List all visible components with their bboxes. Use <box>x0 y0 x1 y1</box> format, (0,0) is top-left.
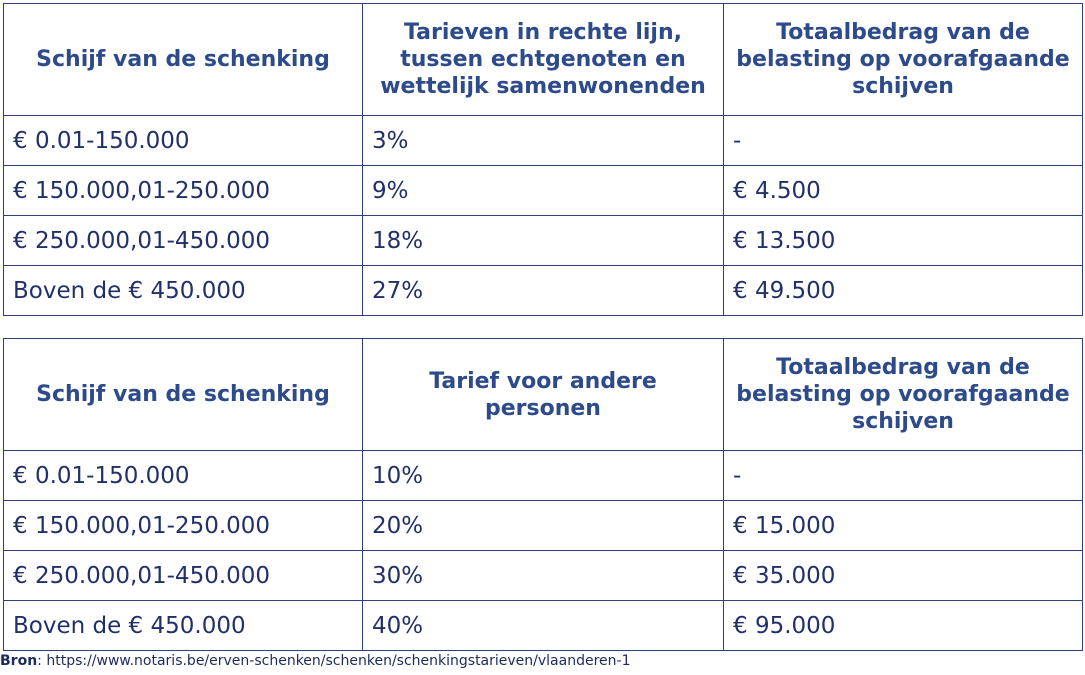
bracket-cell: € 250.000,01-450.000 <box>4 551 363 601</box>
total-cell: € 35.000 <box>724 551 1083 601</box>
source-note <box>0 653 630 669</box>
total-cell: € 95.000 <box>724 601 1083 651</box>
rate-cell: 3% <box>363 116 724 166</box>
table-row <box>4 116 1083 166</box>
table-row <box>4 266 1083 316</box>
column-header-total: Totaalbedrag van de belasting op voorafgaande schijven <box>724 339 1083 451</box>
bracket-cell: Boven de € 450.000 <box>4 601 363 651</box>
table-row <box>4 166 1083 216</box>
total-cell: - <box>724 451 1083 501</box>
source-url: : https://www.notaris.be/erven-schenken/schenken/schenkingstarieven/vlaanderen-1 <box>37 653 631 669</box>
rate-cell: 20% <box>363 501 724 551</box>
column-header-rate: Tarieven in rechte lijn, tussen echtgenoten en wettelijk samenwonenden <box>363 4 724 116</box>
bracket-cell: Boven de € 450.000 <box>4 266 363 316</box>
column-header-bracket: Schijf van de schenking <box>4 4 363 116</box>
column-header-bracket: Schijf van de schenking <box>4 339 363 451</box>
table-row <box>4 451 1083 501</box>
bracket-cell: € 0.01-150.000 <box>4 116 363 166</box>
bracket-cell: € 150.000,01-250.000 <box>4 501 363 551</box>
tariff-table-other-persons <box>3 338 1083 651</box>
total-cell: € 13.500 <box>724 216 1083 266</box>
table-row <box>4 216 1083 266</box>
column-header-rate: Tarief voor andere personen <box>363 339 724 451</box>
total-cell: € 4.500 <box>724 166 1083 216</box>
table-row <box>4 601 1083 651</box>
total-cell: € 15.000 <box>724 501 1083 551</box>
table-row <box>4 501 1083 551</box>
table-row <box>4 551 1083 601</box>
table-header-row <box>4 4 1083 116</box>
bracket-cell: € 0.01-150.000 <box>4 451 363 501</box>
table-header-row <box>4 339 1083 451</box>
rate-cell: 10% <box>363 451 724 501</box>
bracket-cell: € 250.000,01-450.000 <box>4 216 363 266</box>
total-cell: - <box>724 116 1083 166</box>
rate-cell: 30% <box>363 551 724 601</box>
tariff-table-direct-line <box>3 3 1083 316</box>
column-header-total: Totaalbedrag van de belasting op voorafgaande schijven <box>724 4 1083 116</box>
rate-cell: 18% <box>363 216 724 266</box>
rate-cell: 9% <box>363 166 724 216</box>
total-cell: € 49.500 <box>724 266 1083 316</box>
rate-cell: 27% <box>363 266 724 316</box>
bracket-cell: € 150.000,01-250.000 <box>4 166 363 216</box>
rate-cell: 40% <box>363 601 724 651</box>
source-label: Bron <box>0 653 38 669</box>
